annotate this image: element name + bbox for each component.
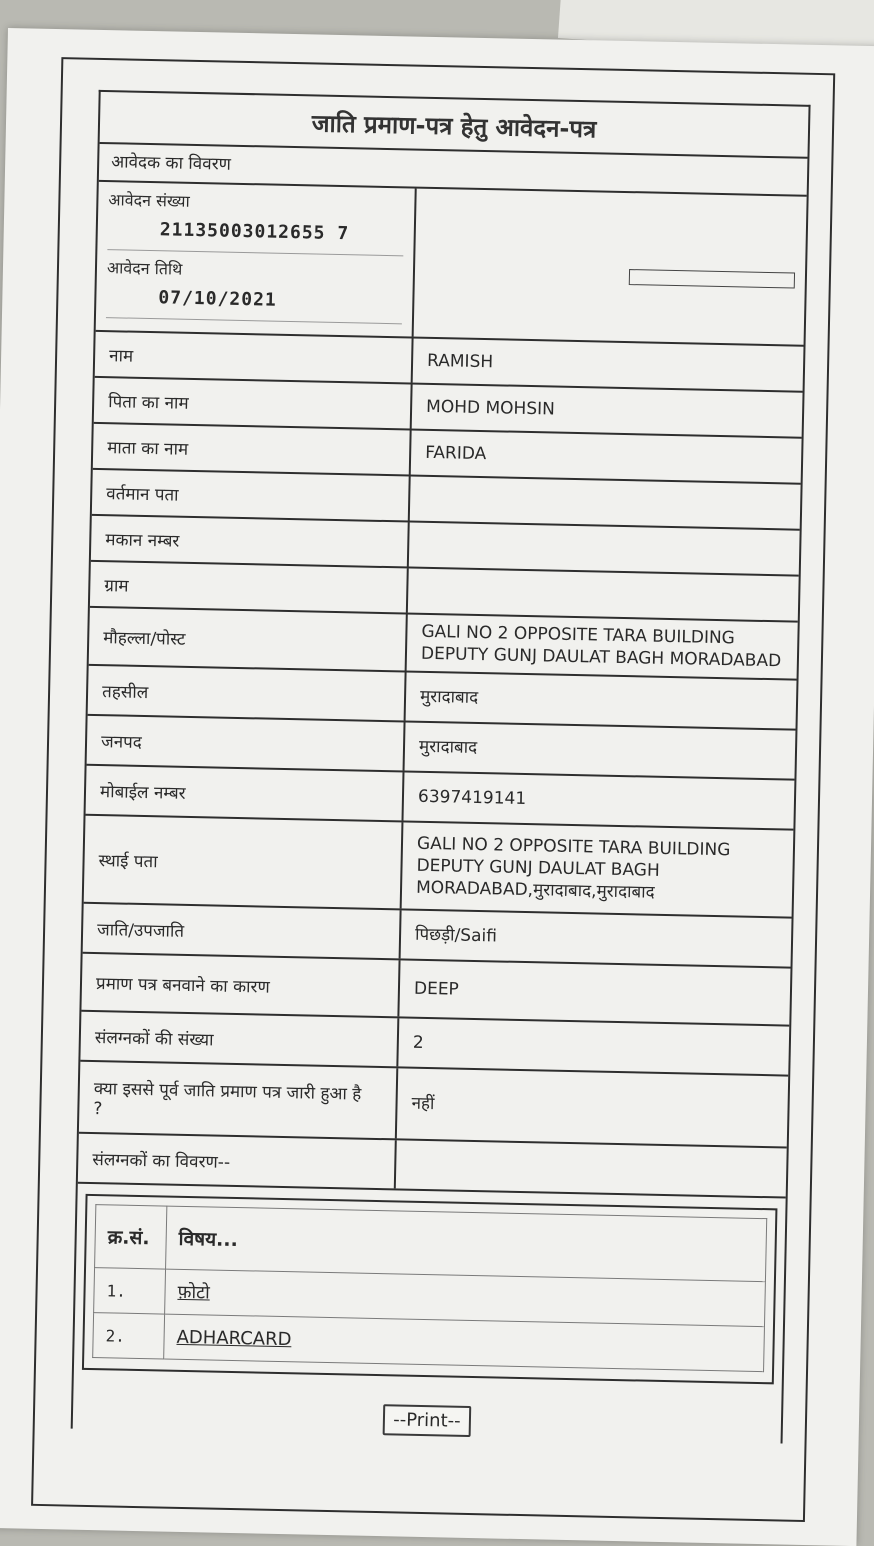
field-value: FARIDA xyxy=(424,442,487,465)
field-label: तहसील xyxy=(88,666,407,721)
attachment-link-photo[interactable]: फ़ोटो xyxy=(165,1269,766,1327)
field-value xyxy=(396,1140,787,1196)
field-label: वर्तमान पता xyxy=(92,470,411,521)
field-label: जनपद xyxy=(87,716,406,771)
field-label: स्थाई पता xyxy=(84,816,404,909)
empty-box xyxy=(629,269,795,288)
field-label: पिता का नाम xyxy=(94,378,413,429)
print-button[interactable]: --Print-- xyxy=(383,1404,471,1437)
paper-sheet xyxy=(0,28,874,1546)
application-number-label: आवेदन संख्या xyxy=(108,190,190,211)
field-value: पिछड़ी/Saifi xyxy=(414,924,498,947)
field-label: मकान नम्बर xyxy=(91,516,410,567)
field-value: 6397419141 xyxy=(417,786,527,810)
row-permanent-address xyxy=(84,816,794,919)
field-value: नहीं xyxy=(411,1093,435,1115)
field-label: माता का नाम xyxy=(93,424,412,475)
attachments-box xyxy=(82,1194,778,1384)
form-title: जाति प्रमाण-पत्र हेतु आवेदन-पत्र xyxy=(100,92,809,159)
column-header-subject: विषय... xyxy=(166,1206,767,1282)
application-info-left xyxy=(96,182,417,337)
field-label: प्रमाण पत्र बनवाने का कारण xyxy=(81,954,400,1017)
row-number: 1. xyxy=(94,1268,166,1314)
field-value: GALI NO 2 OPPOSITE TARA BUILDING DEPUTY GUNJ DAULAT BAGH MORADABAD,मुरादाबाद,मुरादाबाद xyxy=(415,833,731,903)
divider xyxy=(107,249,403,256)
field-label: ग्राम xyxy=(90,562,409,613)
column-header-no: क्र.सं. xyxy=(95,1205,167,1269)
field-value xyxy=(409,523,800,575)
field-value: MOHD MOHSIN xyxy=(425,396,556,420)
field-label: मोबाईल नम्बर xyxy=(86,766,405,821)
field-label: क्या इससे पूर्व जाति प्रमाण पत्र जारी हुआ है ? xyxy=(79,1062,398,1139)
divider xyxy=(106,317,402,324)
field-value: मुरादाबाद xyxy=(418,736,478,758)
attachments-table xyxy=(92,1204,767,1372)
field-label: मौहल्ला/पोस्ट xyxy=(89,608,408,671)
row-number: 2. xyxy=(93,1313,165,1359)
field-label: संलग्नकों की संख्या xyxy=(80,1012,399,1067)
application-info-block xyxy=(96,182,807,347)
field-value: 2 xyxy=(412,1032,424,1053)
field-value xyxy=(408,569,799,621)
field-label: नाम xyxy=(95,332,414,383)
application-date-label: आवेदन तिथि xyxy=(106,258,183,279)
section-heading: आवेदक का विवरण xyxy=(99,144,808,197)
application-date: 07/10/2021 xyxy=(158,287,277,311)
attachment-link-aadhar[interactable]: ADHARCARD xyxy=(164,1314,765,1372)
field-value: GALI NO 2 OPPOSITE TARA BUILDING DEPUTY GUNJ DAULAT BAGH MORADABAD xyxy=(420,621,782,672)
field-value: DEEP xyxy=(413,978,459,1000)
field-value: RAMISH xyxy=(426,350,494,373)
application-number: 21135003012655 7 xyxy=(159,219,350,245)
field-label: संलग्नकों का विवरण-- xyxy=(78,1134,397,1189)
application-form xyxy=(71,90,811,1444)
field-value xyxy=(410,477,801,529)
photo-area xyxy=(414,189,807,345)
field-value: मुरादाबाद xyxy=(419,686,479,708)
field-label: जाति/उपजाति xyxy=(83,904,402,959)
